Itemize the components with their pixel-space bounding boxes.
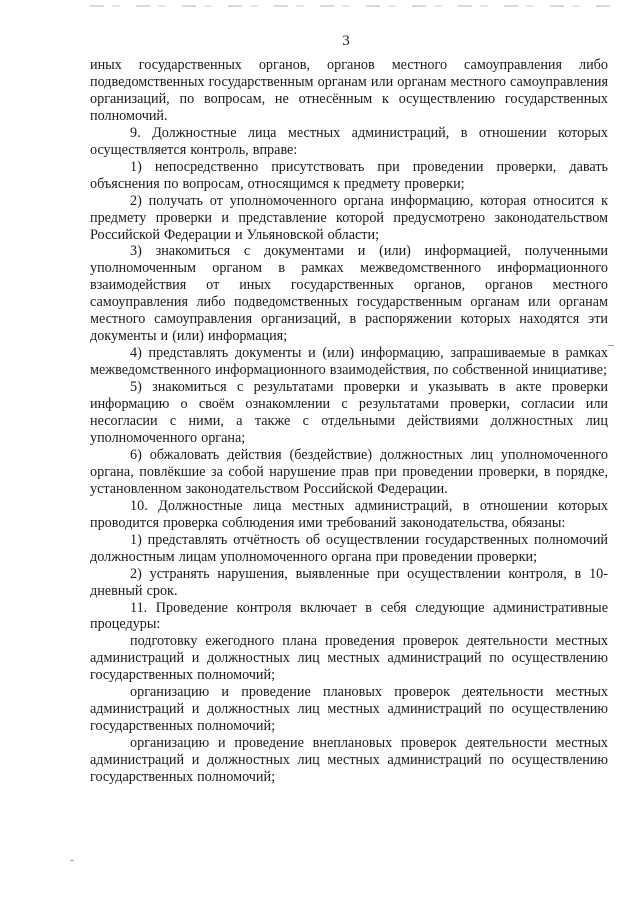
paragraph-10-1: 1) представлять отчётность об осуществлении государственных полномочий должностным лицам уполномоченного органа при проведении проверки;	[90, 531, 608, 565]
document-body	[90, 57, 608, 786]
paragraph-11-planned-checks: организацию и проведение плановых проверок деятельности местных администраций и должностных лиц местных администраций по осуществлению государственных полномочий;	[90, 684, 608, 735]
scan-speck	[608, 345, 614, 346]
page-number: 3	[342, 33, 350, 49]
paragraph-11-unplanned-checks: организацию и проведение внеплановых проверок деятельности местных администраций и должностных лиц местных администраций по осуществлению государственных полномочий;	[90, 735, 608, 786]
paragraph-9-3: 3) знакомиться с документами и (или) информацией, полученными уполномоченным органом в рамках межведомственного информационного взаимодействия от иных государственных органов, органов местного самоуправления либо подведомственных государственным органам или органам местного самоуправления организаций, в распоряжении которых находятся эти документы и (или) информация;	[90, 243, 608, 345]
paragraph-11-plan: подготовку ежегодного плана проведения проверок деятельности местных администраций и должностных лиц местных администраций по осуществлению государственных полномочий;	[90, 633, 608, 684]
paragraph-9-6: 6) обжаловать действия (бездействие) должностных лиц уполномоченного органа, повлёкшие за собой нарушение прав при проведении проверки, в порядке, установленном законодательством Российской Федерации.	[90, 446, 608, 497]
paragraph-10-2: 2) устранять нарушения, выявленные при осуществлении контроля, в 10-дневный срок.	[90, 565, 608, 599]
paragraph-item-9: 9. Должностные лица местных администраций, в отношении которых осуществляется контроль, вправе:	[90, 124, 608, 158]
paragraph-continuation: иных государственных органов, органов местного самоуправления либо подведомственных государственным органам или органам местного самоуправления организаций, по вопросам, не отнесённым к осуществлению государственных полномочий.	[90, 57, 608, 124]
scan-edge-artifact	[90, 5, 610, 7]
paragraph-item-11: 11. Проведение контроля включает в себя следующие административные процедуры:	[90, 599, 608, 633]
paragraph-9-4: 4) представлять документы и (или) информацию, запрашиваемые в рамках межведомственного информационного взаимодействия, по собственной инициативе;	[90, 345, 608, 379]
scan-speck	[70, 860, 74, 861]
paragraph-9-2: 2) получать от уполномоченного органа информацию, которая относится к предмету проверки и представление которой предусмотрено законодательством Российской Федерации и Ульяновской области;	[90, 192, 608, 243]
paragraph-item-10: 10. Должностные лица местных администраций, в отношении которых проводится проверка соблюдения ими требований законодательства, обязаны:	[90, 497, 608, 531]
paragraph-9-5: 5) знакомиться с результатами проверки и указывать в акте проверки информацию о своём ознакомлении с результатами проверки, согласии или несогласии с ними, а также с отдельными действиями должностных лиц уполномоченного органа;	[90, 379, 608, 446]
paragraph-9-1: 1) непосредственно присутствовать при проведении проверки, давать объяснения по вопросам, относящимся к предмету проверки;	[90, 158, 608, 192]
